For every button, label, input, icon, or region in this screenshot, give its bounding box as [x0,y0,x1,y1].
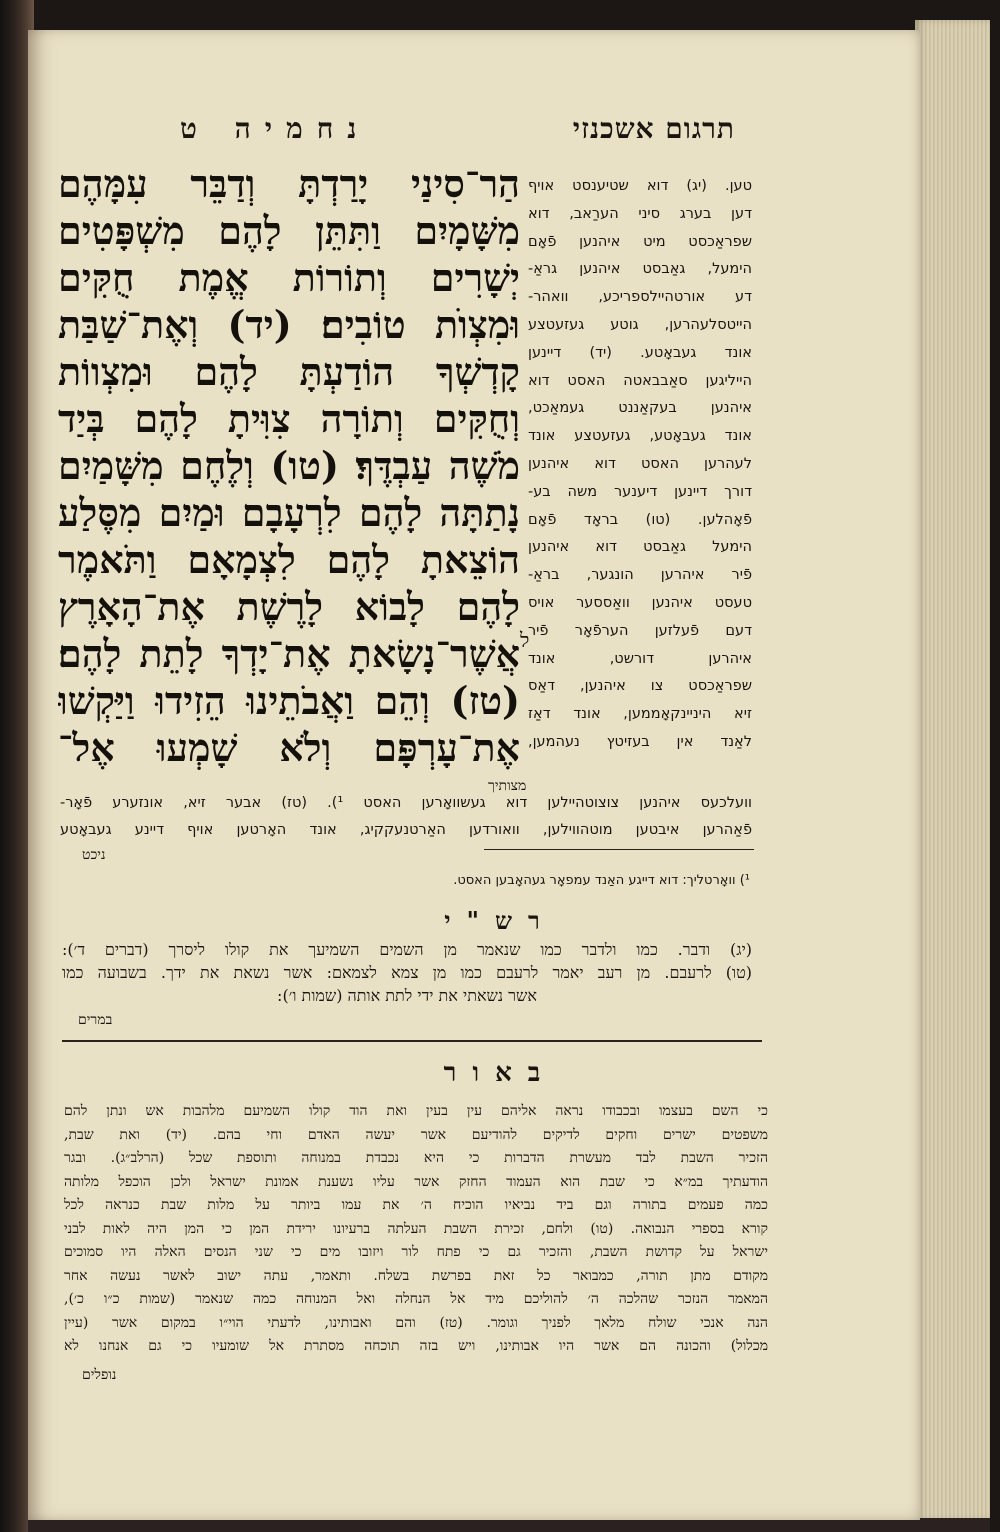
biur-heading: באור [443,1058,557,1088]
translation-line: לעהרען האסט דוא איהנען [528,455,752,472]
translation-line: אונד געבאָטע. (יד) דיינען [528,344,752,361]
footnote: ¹) וואָרטליך: דוא דייגע האַנד עמפאָר געהאָבען האסט. [453,873,750,888]
translation-line: דע אורטהיילספריכע, וואהר- [528,289,752,306]
verse-line: לָהֶם לָבוֹא לָרֶשֶׁת אֶת־הָאָרֶץ [58,584,520,629]
verse-line: יְשָׁרִים וְתוֹרוֹת אֱמֶת חֻקִּים [58,255,520,300]
verse-line: (טז) וְהֵם וַאֲבֹתֵינוּ הֵזִידוּ וַיַּקְשׁוּ [58,678,520,723]
catchword-biur: נופלים [82,1367,117,1383]
verse-line: אֲשֶׁר־נָשָׂאתָ אֶת־יָדְךָ לָתֵת לָהֶם׃ [58,631,520,676]
translation-line: שפראַכסט צו איהנען, דאַס [528,678,752,695]
translation-line: דעם פֿעלזען הערפֿאָר פֿיר [528,622,752,639]
translation-line: הייליגען סאַבבאטה האסט דוא [528,372,752,389]
yiddish-translation-continuation [60,790,752,844]
section-divider [62,1040,762,1042]
translation-line: וועלכעס איהנען צוצוטהיילען דוא געשוואָרען האסט ¹). (טז) אבער זיא, אונזערע פֿאָר- [60,795,752,811]
running-header-right: תרגום אשכנזי [572,112,735,145]
translation-line: הימעל גאַבסט דוא איהנען [528,539,752,556]
hebrew-verse-column [58,160,520,770]
margin-marker: ל [520,628,530,652]
biur-line: מכלול) והכונה הם אשר היו אבותינו, ויש בזה תוכחה מסתרת אל שומעיו כי גם אנחנו לא [64,1338,768,1354]
translation-line: זיא היניינקאָממען, אונד דאַז [528,706,752,723]
translation-line: דורך דיינען דיענער משה בע- [528,483,752,500]
rashi-heading: רש"י [444,906,556,935]
translation-line: טען. (יג) דוא שטיענסט אויף [528,178,752,194]
translation-line: הייטסלעהרען, גוטע געזעטצע [528,316,752,333]
yiddish-translation-column [528,173,752,757]
biur-line: הזכיר השבת לבד מעשרת הדברות כי היא נכבדת במנוחה ותוספת שכל (הרלב״ג). ובגר [64,1150,768,1166]
translation-line: אונד געבאָטע, געזעטצע אונד [528,428,752,445]
verse-line: וּמִצְוֺת טוֹבִים׃ (יד) וְאֶת־שַׁבַּת [58,302,520,347]
translation-line: איהנען בעקאַננט געמאַכט, [528,400,752,417]
verse-line: קָדְשְׁךָ הוֹדַעְתָּ לָהֶם וּמִצְווֹת [58,349,520,394]
book-bottom-edge [28,1518,990,1532]
biur-line: הודעתיך במ״א כי שבת הוא העמוד החזק אשר עליו נשענת אמונת ישראל ולכן הוכפל מלותה [64,1173,768,1190]
verse-line: הוֹצֵאתָ לָהֶם לִצְמָאָם וַתֹּאמֶר [58,537,520,582]
biur-line: קורא בספרי הנבואה. (טו) ולחם, זכירת השבת העלתה ברעיונו ירידת המן כי המן היה לאות לבני [64,1220,768,1237]
page-edges [915,20,990,1520]
verse-line: וְחֻקִּים וְתוֹרָה צִוִּיתָ לָהֶם בְּיַד [58,396,520,441]
rashi-line: אשר נשאתי את ידי לתת אותה (שמות ו׳): [277,986,537,1005]
footnote-divider [484,849,754,850]
verse-line: הַר־סִינַי יָרַדְתָּ וְדַבֵּר עִמָּהֶם [58,161,520,206]
running-header-left: נחמיה ט [180,112,371,145]
rashi-line: (יג) ודבר. כמו ולדבר כמו שנאמר מן השמים השמיעך את קולו ליסרך (דברים ד׳): [62,940,752,959]
verse-line: מֹשֶׁה עַבְדֶּךָ׃ (טו) וְלֶחֶם מִשָּׁמַיִם [58,443,520,488]
translation-line: שפראַכסט מיט איהנען פֿאָם [528,233,752,250]
verse-line: מִשָּׁמָיִם וַתִּתֵּן לָהֶם מִשְׁפָּטִים [58,208,520,253]
translation-line: פֿאָהלען. (טו) בראָד פֿאָם [528,511,752,528]
biur-line: המאמר הנזכר שהלכה ה׳ להוליכם מיד אל הנחלה ואל המנוחה כמה שנאמר (שמות כ״ו כ׳), [64,1291,768,1307]
verse-line: אֶת־עָרְפָּם וְלֹא שָׁמְעוּ אֶל־ [58,725,520,770]
catchword-rashi: במרים [78,1012,113,1028]
rashi-commentary [62,938,752,1007]
catchword-translation: ניכט [82,847,106,863]
biur-line: הנה אנכי שולח מלאך לפניך וגומר. (טז) והם ואבותינו, לדעתי הוי״ו במקום אשר (עיין [64,1314,768,1331]
catchword-verse: מצותיך [488,778,527,794]
translation-line: לאַנד אין בעזיטץ נעהמען, [528,733,752,750]
translation-line: איהרען דורשט, אונד [528,650,752,667]
translation-line: פֿיר איהרען הונגער, בראַ- [528,567,752,584]
biur-line: ישראל על קדושת השבת, והזכיר גם כי פתח לור ויזובו מים כי שני הנסים האלה היו סמוכים [64,1244,768,1260]
translation-line: דען בערג סיני הערַאב, דוא [528,205,752,222]
biur-line: כמה פעמים בתורה וגם ביד נביאיו הוכיח ה׳ את עמו ביותר על מלות שבת כנראה לכל [64,1197,768,1213]
biur-line: כי השם בעצמו ובכבודו נראה אליהם עין בעין ואת הוד קולו השמיעם מלהבות אש ונתן להם [64,1103,768,1119]
biur-line: משפטים ישרים וחקים לדיקים להודיעם אשר יעשה האדם וחי בהם. (יד) ואת שבת, [64,1126,768,1143]
verse-line: נָתַתָּה לָהֶם לִרְעָבָם וּמַיִם מִסֶּלַע [58,490,520,535]
translation-line: הימעל, גאַבסט איהנען גראַ- [528,261,752,278]
translation-line: טעסט איהנען וואַססער אויס [528,594,752,611]
biur-commentary [64,1100,768,1359]
rashi-line: (טו) לרעבם. מן רעב יאמר לרעבם כמו מן צמא לצמאם: אשר נשאת את ידך. בשבועה כמו [62,963,752,982]
biur-line: מקודם מתן תורה, כמבואר כל זאת בפרשת בשלח. ותאמר, עתה ישוב לאשר נעשה אחר [64,1267,768,1284]
translation-line: פֿאַהרען איבטען מוטהווילען, וואורדען האַרטנעקקיג, אונד האָרטען אויף דיינע געבאָטע [60,822,752,838]
